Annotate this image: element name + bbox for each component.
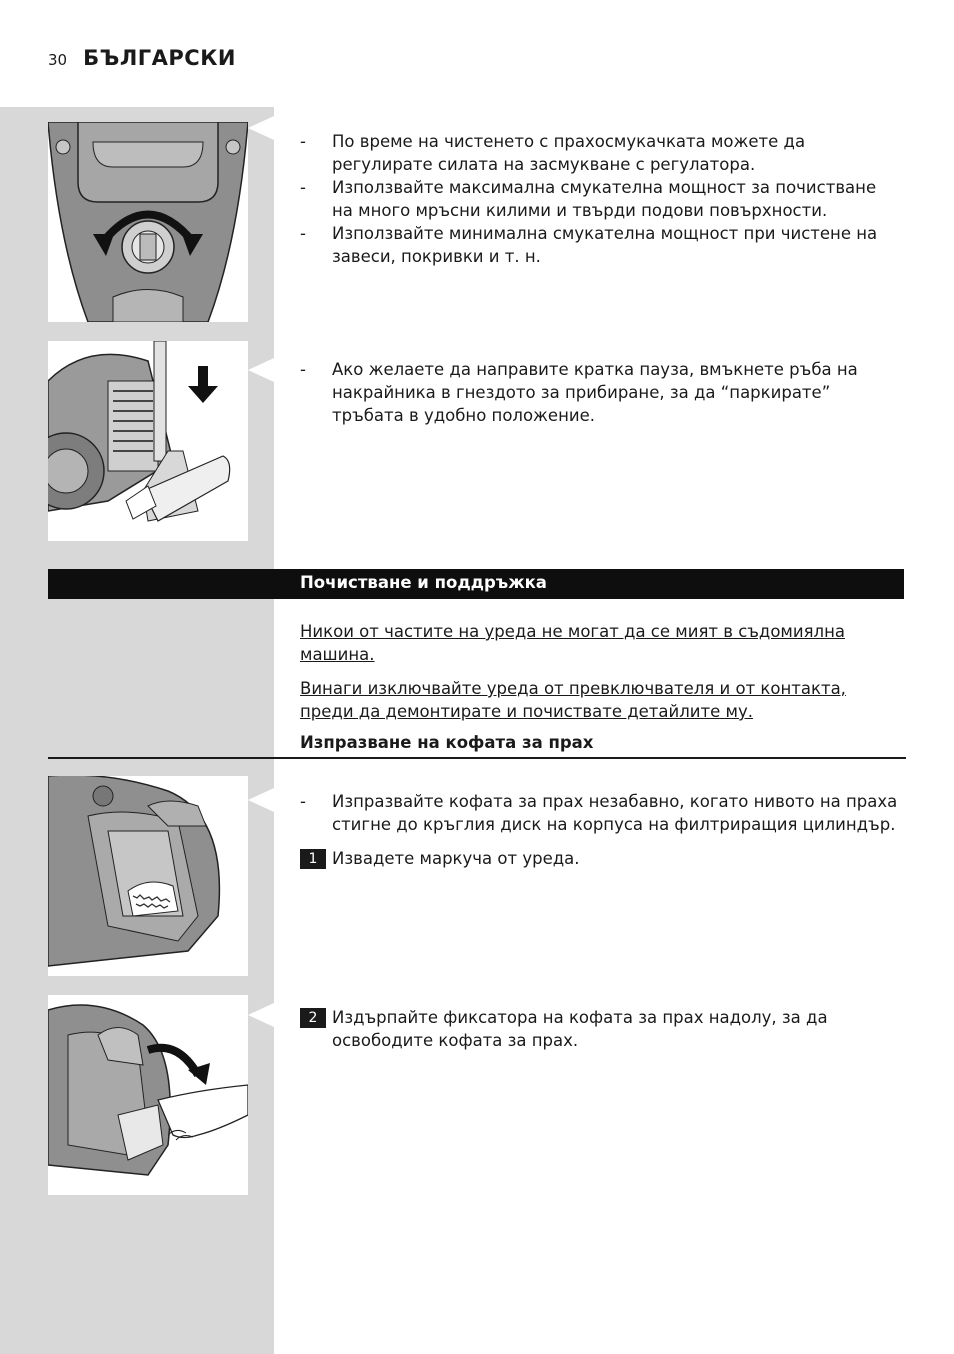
- list-item-text: По време на чистенето с прахосмукачката можете да регулирате силата на засмукване с регулатора.: [332, 132, 806, 174]
- figure-pointer: [248, 1003, 274, 1027]
- page-number: 30: [48, 51, 68, 69]
- divider: [48, 757, 906, 759]
- list-item: [300, 130, 900, 176]
- step-1: [300, 847, 900, 870]
- step-2: [300, 1006, 900, 1052]
- release-latch-illustration: [48, 995, 248, 1195]
- empty-dust-instructions: [300, 790, 900, 836]
- warning-text: Винаги изключвайте уреда от превключвателя и от контакта, преди да демонтирате и почиствате детайлите му.: [300, 679, 846, 721]
- suction-regulator-illustration: [48, 122, 248, 322]
- parking-position-illustration: [48, 341, 248, 541]
- step-text: Извадете маркуча от уреда.: [332, 849, 580, 868]
- warning-unplug: [300, 677, 900, 723]
- dash-bullet: -: [300, 178, 306, 197]
- subsection-title: Изпразване на кофата за прах: [300, 733, 594, 752]
- list-item-text: Ако желаете да направите кратка пауза, вмъкнете ръба на накрайника в гнездото за прибиране, за да “паркирате” тръбата в удобно положение.: [332, 360, 858, 425]
- figure-pointer: [248, 788, 274, 812]
- language-title: БЪЛГАРСКИ: [83, 46, 236, 70]
- warning-dishwasher: [300, 620, 860, 666]
- list-item-text: Използвайте минимална смукателна мощност при чистене на завеси, покривки и т. н.: [332, 224, 878, 266]
- list-item: [300, 790, 900, 836]
- step-text: Издърпайте фиксатора на кофата за прах надолу, за да освободите кофата за прах.: [332, 1008, 828, 1050]
- warning-text: Никои от частите на уреда не могат да се мият в съдомиялна машина.: [300, 622, 845, 664]
- dust-container-illustration: [48, 776, 248, 976]
- list-item: [300, 176, 900, 222]
- list-item-text: Изпразвайте кофата за прах незабавно, когато нивото на праха стигне до кръглия диск на корпуса на филтриращия цилиндър.: [332, 792, 898, 834]
- list-item-text: Използвайте максимална смукателна мощност за почистване на много мръсни килими и твърди подови повърхности.: [332, 178, 877, 220]
- list-item: [300, 358, 900, 427]
- figure-pointer: [248, 116, 274, 140]
- section-header-bar: [48, 569, 904, 599]
- dash-bullet: -: [300, 132, 306, 151]
- dash-bullet: -: [300, 224, 306, 243]
- regulator-instructions: [300, 130, 900, 268]
- list-item: [300, 222, 900, 268]
- page-header: [48, 46, 236, 76]
- figure-pointer: [248, 358, 274, 382]
- section-title: Почистване и поддръжка: [300, 573, 547, 592]
- dash-bullet: -: [300, 360, 306, 379]
- parking-instructions: [300, 358, 900, 427]
- step-number: 2: [300, 1008, 326, 1028]
- step-number: 1: [300, 849, 326, 869]
- dash-bullet: -: [300, 792, 306, 811]
